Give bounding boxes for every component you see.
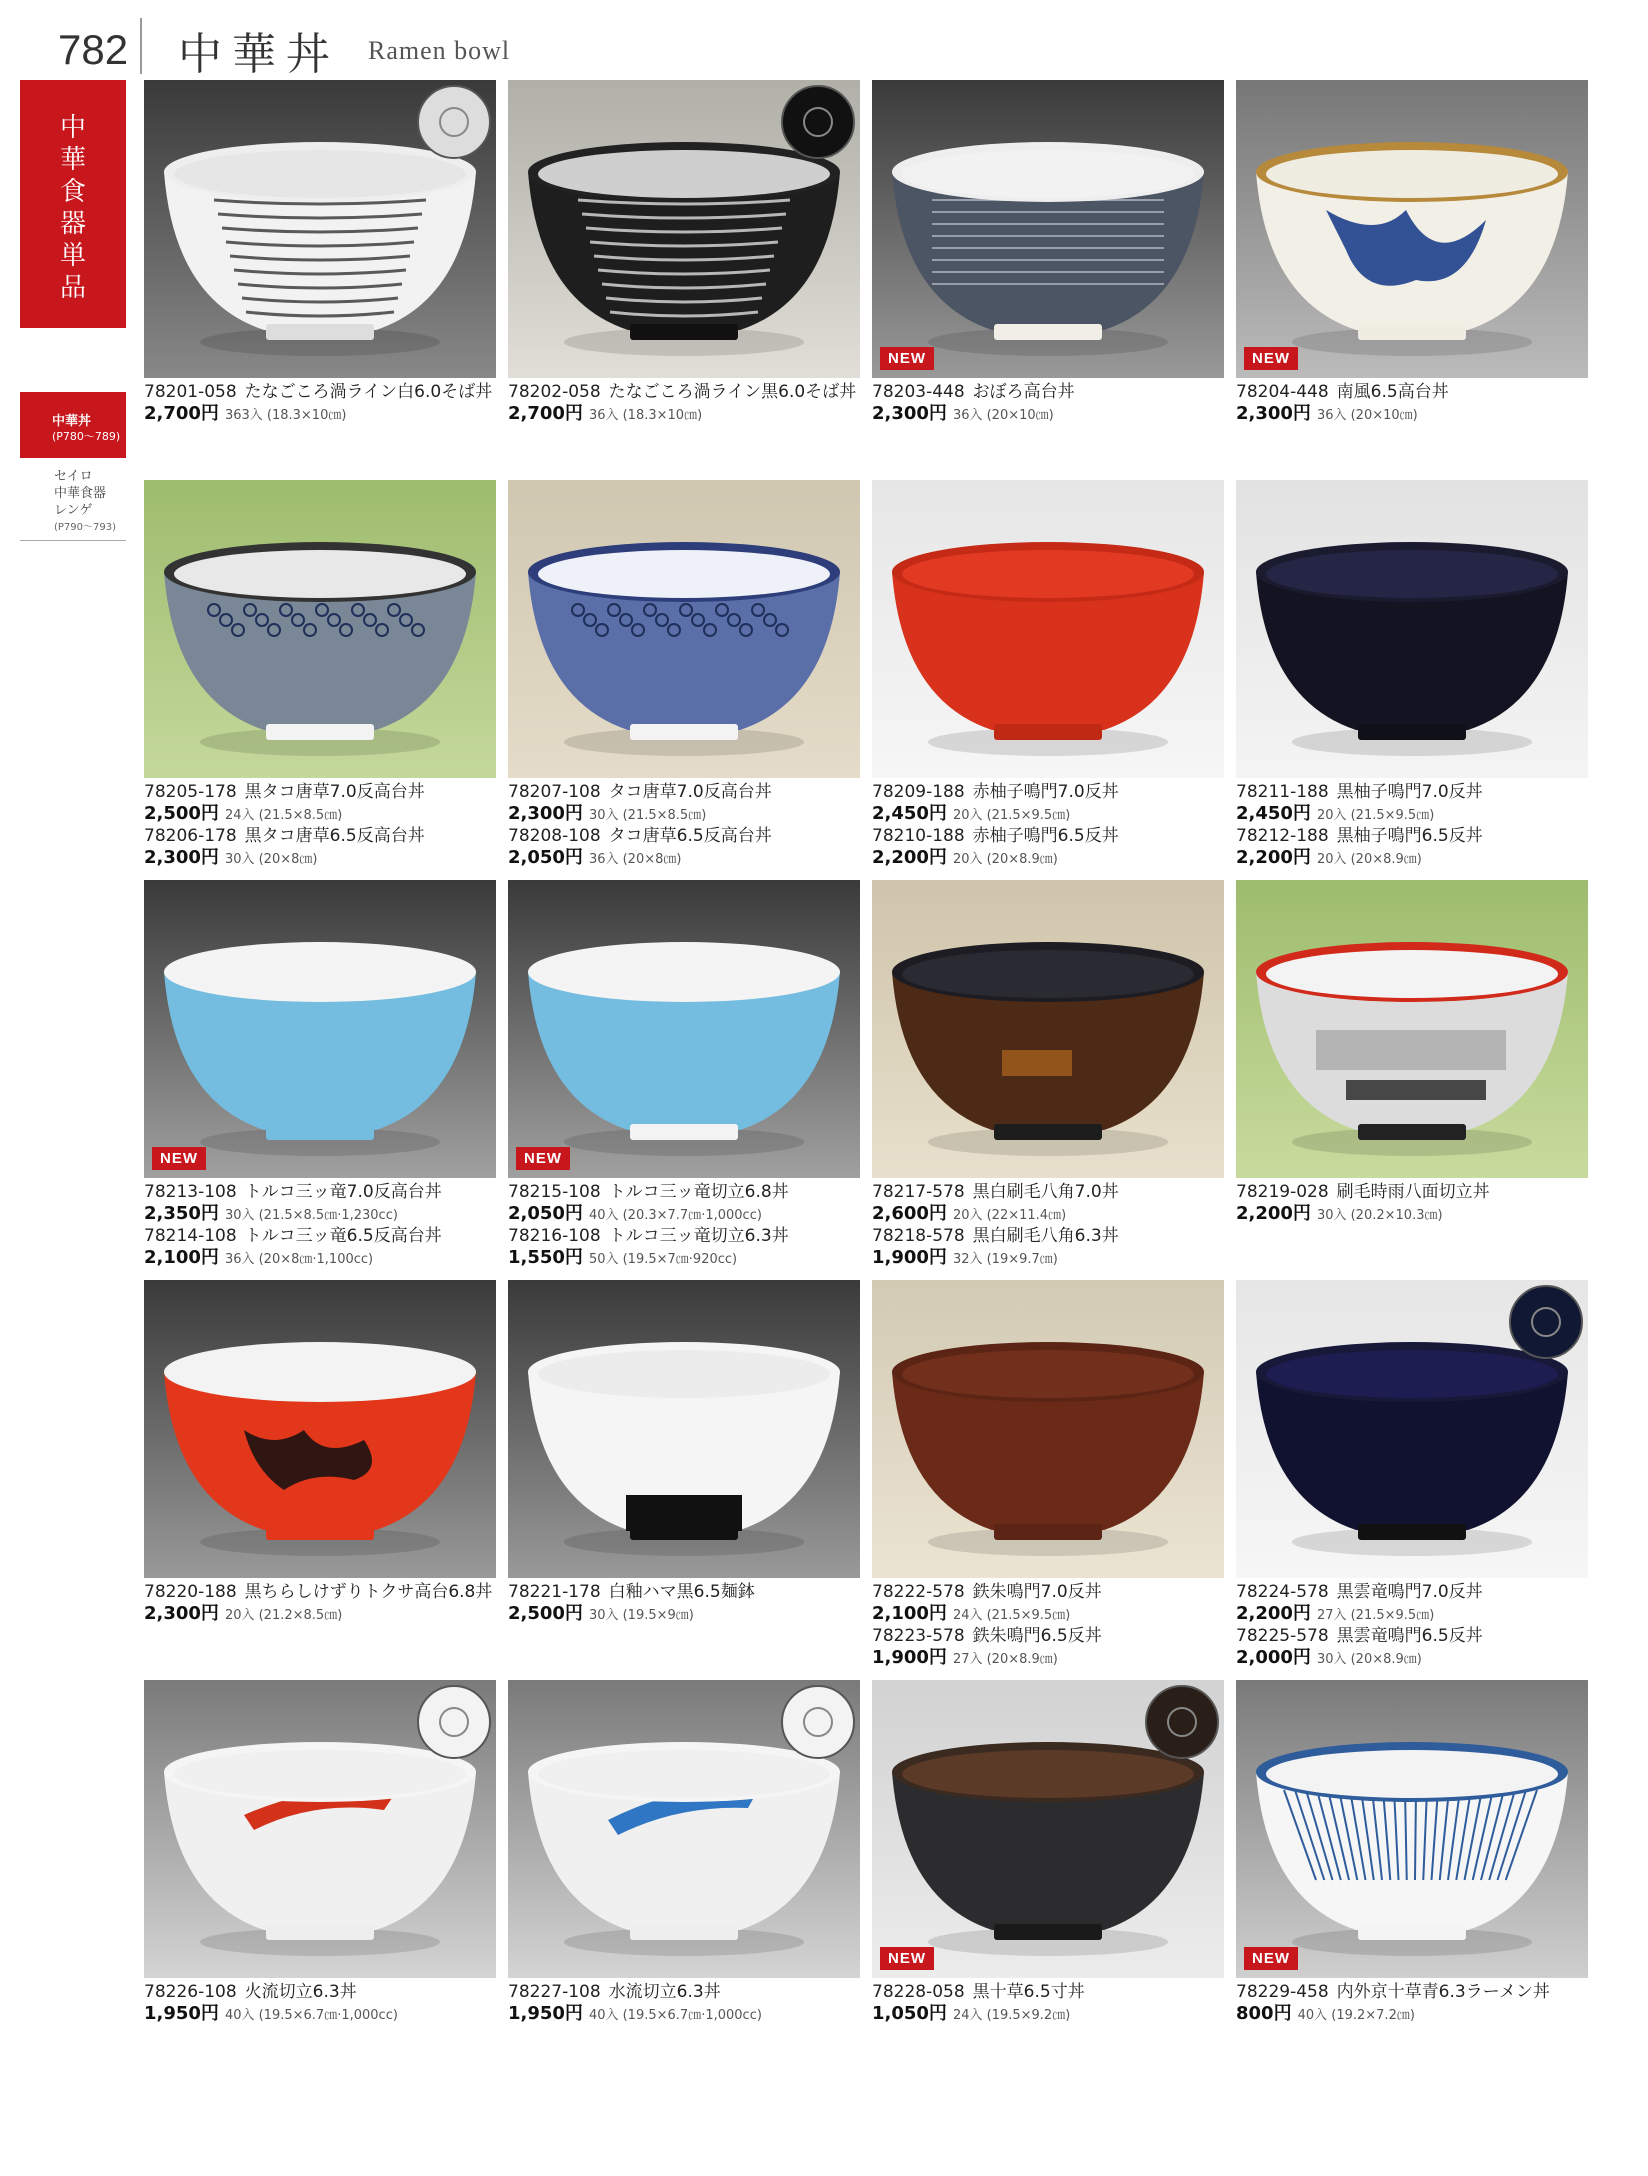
- product-price-line: [508, 1247, 868, 1270]
- product-photo[interactable]: [872, 480, 1224, 778]
- product-name: 白釉ハマ黒6.5麺鉢: [608, 1582, 755, 1602]
- product-name: 刷毛時雨八面切立丼: [1336, 1182, 1490, 1202]
- subsection-range: (P780〜789): [52, 430, 121, 443]
- product-price: 2,500円: [144, 803, 219, 824]
- new-badge: NEW: [880, 1947, 934, 1970]
- subsection-line: レンゲ: [54, 503, 93, 518]
- product-spec: 30入 (20×8.9㎝): [1316, 1652, 1422, 1667]
- subsection-line: 中華食器: [54, 486, 107, 501]
- product-spec: 20入 (22×11.4㎝): [952, 1208, 1067, 1223]
- product-info: [508, 1982, 868, 2026]
- product-code: 78206-178: [144, 826, 237, 846]
- category-char: 華: [59, 145, 86, 175]
- product-price-line: [1236, 803, 1596, 826]
- product-info: [872, 1582, 1232, 1670]
- product-price: 2,700円: [144, 403, 219, 424]
- product-title-line: [144, 782, 504, 803]
- product-spec: 36入 (20×8㎝): [588, 852, 682, 867]
- product-price-line: [872, 1647, 1232, 1670]
- product-title-line: [1236, 1182, 1596, 1203]
- product-photo[interactable]: [872, 1280, 1224, 1578]
- page-number: 782: [58, 26, 129, 73]
- product-spec: 20入 (20×8.9㎝): [1316, 852, 1422, 867]
- new-badge: NEW: [1244, 347, 1298, 370]
- product-price: 1,900円: [872, 1247, 947, 1268]
- product-title-line: [508, 1982, 868, 2003]
- product-code: 78210-188: [872, 826, 965, 846]
- product-price: 2,600円: [872, 1203, 947, 1224]
- product-info: [1236, 1582, 1596, 1670]
- product-code: 78225-578: [1236, 1626, 1329, 1646]
- product-price-line: [1236, 2003, 1596, 2026]
- product-price-line: [508, 403, 868, 426]
- product-info: [144, 782, 504, 870]
- product-code: 78207-108: [508, 782, 601, 802]
- product-price: 2,050円: [508, 1203, 583, 1224]
- product-spec: 30入 (21.5×8.5㎝): [588, 808, 707, 823]
- product-price: 800円: [1236, 2003, 1292, 2024]
- product-code: 78219-028: [1236, 1182, 1329, 1202]
- product-photo[interactable]: [508, 480, 860, 778]
- product-code: 78221-178: [508, 1582, 601, 1602]
- product-name: おぼろ高台丼: [972, 382, 1075, 402]
- product-price-line: [144, 1603, 504, 1626]
- product-price-line: [1236, 403, 1596, 426]
- product-price-line: [1236, 1647, 1596, 1670]
- product-name: 黒雲竜鳴門7.0反丼: [1336, 1582, 1483, 1602]
- product-name: タコ唐草6.5反高台丼: [608, 826, 772, 846]
- product-name: 赤柚子鳴門6.5反丼: [972, 826, 1119, 846]
- product-info: [1236, 782, 1596, 870]
- product-price: 2,050円: [508, 847, 583, 868]
- product-title-line: [508, 1226, 868, 1247]
- title-divider: [140, 18, 142, 74]
- product-spec: 40入 (20.3×7.7㎝·1,000cc): [588, 1208, 762, 1223]
- product-spec: 363入 (18.3×10㎝): [224, 408, 347, 423]
- product-photo[interactable]: [872, 80, 1224, 378]
- product-name: 黒柚子鳴門7.0反丼: [1336, 782, 1483, 802]
- product-code: 78203-448: [872, 382, 965, 402]
- product-code: 78229-458: [1236, 1982, 1329, 2002]
- product-code: 78223-578: [872, 1626, 965, 1646]
- product-price-line: [872, 847, 1232, 870]
- product-info: [508, 782, 868, 870]
- product-spec: 24入 (19.5×9.2㎝): [952, 2008, 1071, 2023]
- product-code: 78201-058: [144, 382, 237, 402]
- product-title-line: [1236, 826, 1596, 847]
- product-spec: 27入 (21.5×9.5㎝): [1316, 1608, 1435, 1623]
- product-price-line: [872, 1247, 1232, 1270]
- product-price: 1,050円: [872, 2003, 947, 2024]
- product-name: たなごころ渦ライン黒6.0そば丼: [608, 382, 857, 402]
- product-name: 黒白刷毛八角6.3丼: [972, 1226, 1119, 1246]
- new-badge: NEW: [152, 1147, 206, 1170]
- product-code: 78228-058: [872, 1982, 965, 2002]
- product-title-line: [144, 1982, 504, 2003]
- product-name: 黒柚子鳴門6.5反丼: [1336, 826, 1483, 846]
- product-price-line: [144, 2003, 504, 2026]
- product-title-line: [508, 782, 868, 803]
- product-code: 78218-578: [872, 1226, 965, 1246]
- product-price-line: [508, 2003, 868, 2026]
- product-price-line: [508, 803, 868, 826]
- product-code: 78202-058: [508, 382, 601, 402]
- product-name: 火流切立6.3丼: [244, 1982, 357, 2002]
- product-price-line: [872, 1203, 1232, 1226]
- page-subtitle: Ramen bowl: [368, 36, 511, 65]
- product-photo[interactable]: [144, 80, 496, 378]
- product-spec: 40入 (19.2×7.2㎝): [1297, 2008, 1415, 2023]
- product-info: [144, 1982, 504, 2026]
- product-price-line: [872, 403, 1232, 426]
- product-price: 2,300円: [508, 803, 583, 824]
- product-code: 78224-578: [1236, 1582, 1329, 1602]
- new-badge: NEW: [516, 1147, 570, 1170]
- product-info: [872, 1182, 1232, 1270]
- product-spec: 32入 (19×9.7㎝): [952, 1252, 1058, 1267]
- product-code: 78216-108: [508, 1226, 601, 1246]
- product-name: トルコ三ッ竜切立6.3丼: [608, 1226, 789, 1246]
- product-title-line: [1236, 1982, 1596, 2003]
- product-info: [144, 382, 504, 426]
- product-title-line: [872, 382, 1232, 403]
- category-char: 食: [59, 177, 86, 207]
- product-info: [872, 782, 1232, 870]
- product-photo[interactable]: [872, 880, 1224, 1178]
- product-price: 2,300円: [872, 403, 947, 424]
- product-code: 78208-108: [508, 826, 601, 846]
- product-title-line: [872, 1626, 1232, 1647]
- product-price-line: [508, 1603, 868, 1626]
- product-title-line: [508, 382, 868, 403]
- product-title-line: [872, 826, 1232, 847]
- product-price: 2,450円: [872, 803, 947, 824]
- product-spec: 36入 (20×10㎝): [1316, 408, 1418, 423]
- category-tab: [20, 80, 126, 328]
- product-photo[interactable]: [872, 1680, 1224, 1978]
- product-code: 78226-108: [144, 1982, 237, 2002]
- product-name: タコ唐草7.0反高台丼: [608, 782, 772, 802]
- product-code: 78209-188: [872, 782, 965, 802]
- product-title-line: [144, 382, 504, 403]
- category-char: 中: [59, 113, 86, 143]
- product-code: 78227-108: [508, 1982, 601, 2002]
- product-title-line: [872, 1226, 1232, 1247]
- new-badge: NEW: [880, 347, 934, 370]
- product-photo[interactable]: [508, 880, 860, 1178]
- product-title-line: [508, 1182, 868, 1203]
- product-price: 2,200円: [1236, 1603, 1311, 1624]
- product-code: 78205-178: [144, 782, 237, 802]
- product-spec: 20入 (21.2×8.5㎝): [224, 1608, 343, 1623]
- product-spec: 24入 (21.5×9.5㎝): [952, 1608, 1071, 1623]
- subsection-other[interactable]: [54, 468, 126, 536]
- product-photo[interactable]: [1236, 80, 1588, 378]
- product-price: 2,300円: [1236, 403, 1311, 424]
- category-char: 単: [59, 241, 86, 271]
- product-spec: 40入 (19.5×6.7㎝·1,000cc): [224, 2008, 398, 2023]
- product-title-line: [1236, 782, 1596, 803]
- product-title-line: [1236, 1582, 1596, 1603]
- product-name: 黒白刷毛八角7.0丼: [972, 1182, 1119, 1202]
- product-name: 黒タコ唐草7.0反高台丼: [244, 782, 425, 802]
- product-name: トルコ三ッ竜7.0反高台丼: [244, 1182, 442, 1202]
- product-price-line: [144, 1247, 504, 1270]
- product-code: 78204-448: [1236, 382, 1329, 402]
- product-photo[interactable]: [1236, 880, 1588, 1178]
- product-spec: 50入 (19.5×7㎝·920cc): [588, 1252, 738, 1267]
- product-name: 黒タコ唐草6.5反高台丼: [244, 826, 425, 846]
- product-name: 水流切立6.3丼: [608, 1982, 721, 2002]
- product-photo[interactable]: [144, 1280, 496, 1578]
- product-info: [872, 1982, 1232, 2026]
- product-code: 78215-108: [508, 1182, 601, 1202]
- product-price: 1,950円: [508, 2003, 583, 2024]
- product-price-line: [872, 803, 1232, 826]
- product-price-line: [1236, 847, 1596, 870]
- product-code: 78211-188: [1236, 782, 1329, 802]
- product-photo[interactable]: [508, 80, 860, 378]
- product-spec: 27入 (20×8.9㎝): [952, 1652, 1058, 1667]
- product-price-line: [872, 2003, 1232, 2026]
- product-spec: 40入 (19.5×6.7㎝·1,000cc): [588, 2008, 762, 2023]
- product-price-line: [144, 1203, 504, 1226]
- product-name: 黒ちらしけずりトクサ高台6.8丼: [244, 1582, 493, 1602]
- product-price-line: [144, 847, 504, 870]
- product-info: [1236, 382, 1596, 426]
- product-price-line: [144, 803, 504, 826]
- product-price: 2,700円: [508, 403, 583, 424]
- product-spec: 30入 (21.5×8.5㎝·1,230cc): [224, 1208, 398, 1223]
- subsection-line: セイロ: [54, 469, 93, 484]
- product-title-line: [508, 1582, 868, 1603]
- product-photo[interactable]: [508, 1680, 860, 1978]
- product-photo[interactable]: [508, 1280, 860, 1578]
- product-spec: 36入 (20×8㎝·1,100cc): [224, 1252, 374, 1267]
- product-title-line: [144, 1182, 504, 1203]
- product-title-line: [872, 1182, 1232, 1203]
- product-name: 黒十草6.5寸丼: [972, 1982, 1085, 2002]
- product-spec: 30入 (20×8㎝): [224, 852, 318, 867]
- product-name: 黒雲竜鳴門6.5反丼: [1336, 1626, 1483, 1646]
- product-price: 2,450円: [1236, 803, 1311, 824]
- product-price-line: [872, 1603, 1232, 1626]
- product-photo[interactable]: [1236, 1680, 1588, 1978]
- new-badge: NEW: [1244, 1947, 1298, 1970]
- product-title-line: [1236, 1626, 1596, 1647]
- product-info: [508, 1182, 868, 1270]
- product-code: 78212-188: [1236, 826, 1329, 846]
- product-title-line: [144, 826, 504, 847]
- product-title-line: [872, 1582, 1232, 1603]
- product-photo[interactable]: [144, 880, 496, 1178]
- product-title-line: [508, 826, 868, 847]
- product-title-line: [872, 1982, 1232, 2003]
- product-price: 1,550円: [508, 1247, 583, 1268]
- subsection-active[interactable]: [20, 392, 126, 458]
- product-spec: 30入 (20.2×10.3㎝): [1316, 1208, 1443, 1223]
- sidebar-divider: [20, 540, 126, 541]
- product-name: 鉄朱鳴門7.0反丼: [972, 1582, 1102, 1602]
- product-price-line: [1236, 1203, 1596, 1226]
- product-title-line: [144, 1226, 504, 1247]
- product-photo[interactable]: [144, 480, 496, 778]
- product-code: 78220-188: [144, 1582, 237, 1602]
- product-code: 78222-578: [872, 1582, 965, 1602]
- product-name: 赤柚子鳴門7.0反丼: [972, 782, 1119, 802]
- product-title-line: [144, 1582, 504, 1603]
- product-price: 2,500円: [508, 1603, 583, 1624]
- product-code: 78213-108: [144, 1182, 237, 1202]
- product-spec: 20入 (20×8.9㎝): [952, 852, 1058, 867]
- product-name: 鉄朱鳴門6.5反丼: [972, 1626, 1102, 1646]
- product-spec: 20入 (21.5×9.5㎝): [952, 808, 1071, 823]
- product-spec: 36入 (18.3×10㎝): [588, 408, 703, 423]
- product-spec: 36入 (20×10㎝): [952, 408, 1054, 423]
- product-price: 2,200円: [1236, 847, 1311, 868]
- subsection-range: (P790〜793): [54, 522, 117, 533]
- category-char: 器: [59, 209, 86, 239]
- product-photo[interactable]: [1236, 480, 1588, 778]
- product-price: 2,350円: [144, 1203, 219, 1224]
- product-name: トルコ三ッ竜6.5反高台丼: [244, 1226, 442, 1246]
- product-price: 2,000円: [1236, 1647, 1311, 1668]
- product-price: 2,300円: [144, 1603, 219, 1624]
- product-price-line: [1236, 1603, 1596, 1626]
- product-info: [1236, 1982, 1596, 2026]
- product-name: 南風6.5高台丼: [1336, 382, 1449, 402]
- product-info: [508, 382, 868, 426]
- product-photo[interactable]: [1236, 1280, 1588, 1578]
- product-spec: 24入 (21.5×8.5㎝): [224, 808, 343, 823]
- product-price-line: [508, 1203, 868, 1226]
- product-name: たなごころ渦ライン白6.0そば丼: [244, 382, 493, 402]
- product-name: 内外京十草青6.3ラーメン丼: [1336, 1982, 1550, 2002]
- product-price-line: [144, 403, 504, 426]
- product-info: [1236, 1182, 1596, 1226]
- product-price: 2,100円: [872, 1603, 947, 1624]
- product-info: [144, 1582, 504, 1626]
- product-photo[interactable]: [144, 1680, 496, 1978]
- subsection-label: 中華丼: [52, 414, 92, 429]
- page-title: 中華丼: [178, 29, 340, 80]
- product-spec: 20入 (21.5×9.5㎝): [1316, 808, 1435, 823]
- product-price: 1,900円: [872, 1647, 947, 1668]
- product-info: [508, 1582, 868, 1626]
- product-price-line: [508, 847, 868, 870]
- product-price: 2,200円: [1236, 1203, 1311, 1224]
- product-price: 2,300円: [144, 847, 219, 868]
- product-info: [144, 1182, 504, 1270]
- product-title-line: [1236, 382, 1596, 403]
- product-name: トルコ三ッ竜切立6.8丼: [608, 1182, 789, 1202]
- product-info: [872, 382, 1232, 426]
- product-price: 2,100円: [144, 1247, 219, 1268]
- category-char: 品: [59, 273, 86, 303]
- product-code: 78217-578: [872, 1182, 965, 1202]
- product-price: 2,200円: [872, 847, 947, 868]
- product-price: 1,950円: [144, 2003, 219, 2024]
- product-title-line: [872, 782, 1232, 803]
- product-spec: 30入 (19.5×9㎝): [588, 1608, 694, 1623]
- product-code: 78214-108: [144, 1226, 237, 1246]
